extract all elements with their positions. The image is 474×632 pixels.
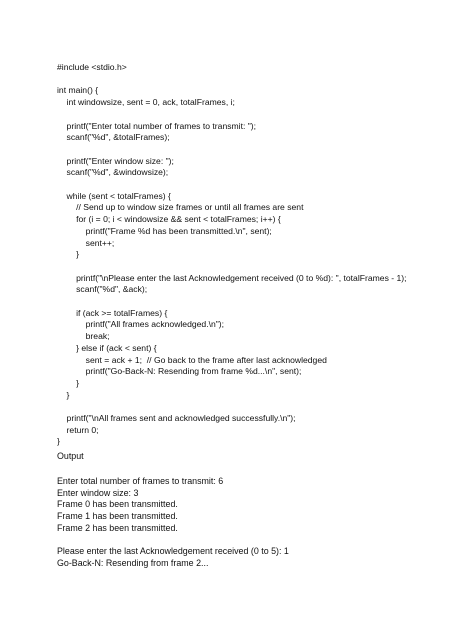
code-line: scanf("%d", &windowsize); [57, 167, 169, 178]
output-line: Frame 0 has been transmitted. [57, 499, 178, 510]
output-line: Frame 1 has been transmitted. [57, 511, 178, 522]
code-line: printf("All frames acknowledged.\n"); [57, 319, 225, 330]
code-line: #include <stdio.h> [57, 62, 127, 72]
output-line: Enter window size: 3 [57, 487, 139, 498]
code-line: sent++; [57, 237, 115, 248]
code-line: printf("\nPlease enter the last Acknowledgement received (0 to %d): ", totalFrames - 1); [57, 272, 407, 283]
code-line: } [57, 249, 79, 260]
code-line: scanf("%d", &ack); [57, 284, 148, 295]
code-line: printf("\nAll frames sent and acknowledged successfully.\n"); [57, 413, 296, 423]
code-line: sent = ack + 1; // Go back to the frame after last acknowledged [57, 354, 327, 365]
code-line: } else if (ack < sent) { [57, 342, 157, 353]
code-line: } [57, 389, 70, 400]
code-line: return 0; [57, 424, 99, 435]
output-line: Enter total number of frames to transmit: 6 [57, 476, 224, 486]
code-line: printf("Enter total number of frames to transmit: "); [57, 120, 257, 131]
code-line: } [57, 436, 60, 447]
code-line: for (i = 0; i < windowsize && sent < totalFrames; i++) { [57, 214, 281, 225]
output-line: Go-Back-N: Resending from frame 2... [57, 557, 209, 568]
code-line: while (sent < totalFrames) { [57, 190, 171, 201]
code-line: break; [57, 331, 110, 342]
output-line: Please enter the last Acknowledgement received (0 to 5): 1 [57, 546, 289, 557]
code-line: printf("Enter window size: "); [57, 155, 174, 166]
code-line: printf("Frame %d has been transmitted.\n", sent); [57, 225, 272, 236]
code-line: int main() { [57, 85, 99, 96]
code-line: if (ack >= totalFrames) { [57, 307, 168, 318]
code-line: } [57, 377, 79, 388]
code-line: int windowsize, sent = 0, ack, totalFrames, i; [57, 97, 235, 108]
code-line: scanf("%d", &totalFrames); [57, 132, 170, 143]
code-line: printf("Go-Back-N: Resending from frame %d...\n", sent); [57, 366, 302, 377]
code-line: // Send up to window size frames or until all frames are sent [57, 202, 304, 213]
output-heading: Output [57, 451, 84, 461]
output-line: Frame 2 has been transmitted. [57, 522, 178, 533]
